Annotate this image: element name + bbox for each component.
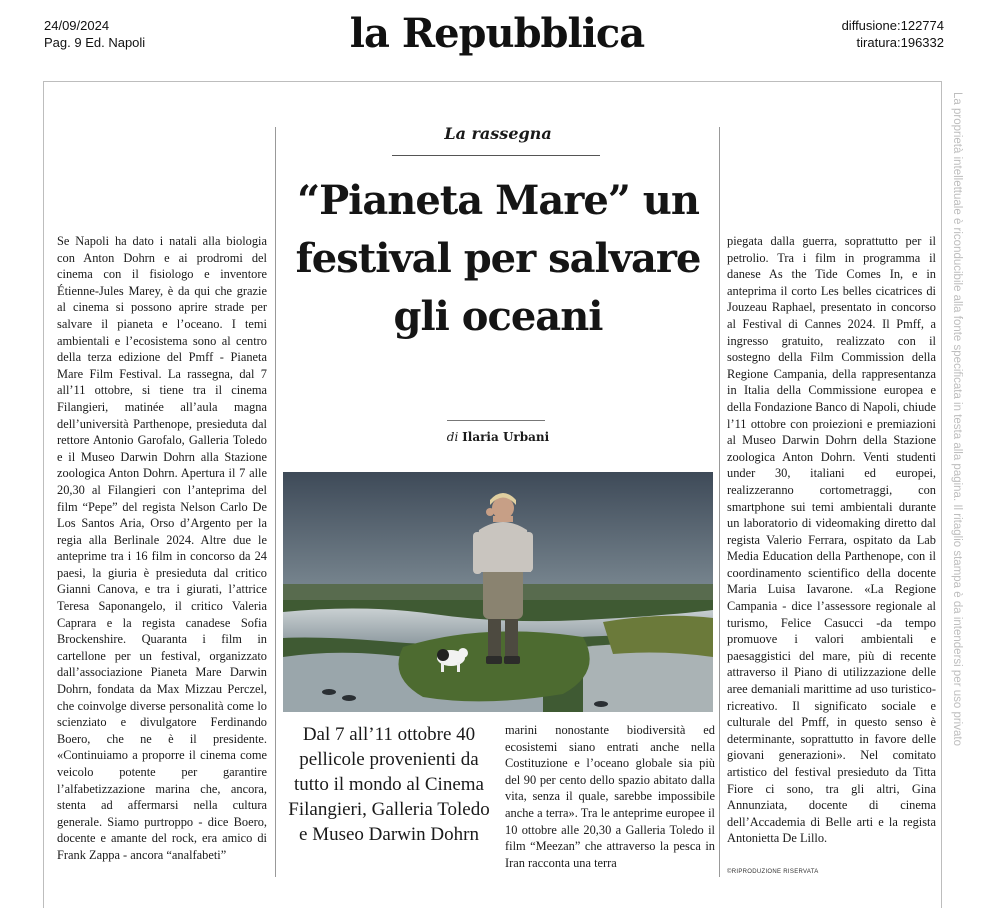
pull-quote: Dal 7 all’11 ottobre 40 pellicole provenienti da tutto il mondo al Cinema Filangieri, Galleria Toledo e Museo Darwin Dohrn (288, 724, 490, 845)
column-rule-right (719, 127, 720, 877)
article-byline (283, 430, 713, 444)
article-photo (283, 472, 713, 712)
column-rule-left (275, 127, 276, 877)
kicker-rule (392, 155, 600, 156)
edition-date: 24/09/2024 (44, 18, 110, 33)
article-column-3: piegata dalla guerra, soprattutto per il petrolio. Tra i film in programma il danese As the Tide Comes In, e in anteprima il corto Les belles cicatrices di Jouzeau Raphael, presentato in concorso al Festival di Cannes 2024. Il Pmff, a ingresso gratuito, realizzato con il sostegno della Film Commission della Regione Campania, della rappresentanza in Italia della Commissione europea e della Fondazione Banco di Napoli, chiude l’11 ottobre con proiezioni e premiazioni al Museo Darwin Dohrn della Stazione zoologica Anton Dohrn. Venti studenti under 30, italiani ed europei, realizzeranno cortometraggi, con smartphone sui temi ambientali durante un laboratorio di videomaking diretto dal regista Valerio Ferrara, ospitato da Lab Media Education della Parthenope, con il coordinamento scientifico della docente Maria Luisa Iavarone. «La Regione Campania - dice l’assessore regionale al turismo, Felice Casucci -da tempo promuove i valori ambientali e paesaggistici del mare, più di recente attraverso il Piano di utilizzazione delle aree demaniali marittime ad uso turistico-ricreativo. Il significato sociale e culturale del Pmff, in questo senso è determinante, soprattutto in favore delle giovani generazioni». Nel comitato artistico del festival presieduto da Titta Fiore ci sono, tra gli altri, Gina Annunziata, docente di cinema dell’Accademia di Belle arti e la regista Antonietta De Lillo. (727, 234, 936, 846)
circulation-diffusione: diffusione:122774 (841, 18, 944, 33)
byline-prefix: di (446, 430, 459, 444)
copyright-side-note: La proprietà intellettuale è riconducibile alla fonte specificata in testa alla pagina. Il ritaglio stampa è da intendersi per uso privato (951, 92, 963, 746)
circulation-tiratura: tiratura:196332 (856, 35, 944, 50)
article-kicker: La rassegna (444, 124, 552, 143)
page-info: Pag. 9 Ed. Napoli (44, 35, 146, 50)
byline-rule (447, 420, 545, 421)
masthead: la Repubblica (349, 10, 645, 57)
article-headline: “Pianeta Mare” un festival per salvare gli oceani (295, 177, 701, 340)
byline-author: Ilaria Urbani (462, 430, 550, 444)
article-column-2: marini nonostante biodiversità ed ecosistemi siano entrati anche nella Costituzione e l’oceano globale sia più del 90 per cento dello spazio abitato dalla vita, senza il quale, sarebbe impossibile anche a terra». Tra le anteprime europee il 10 ottobre alle 20,30 a Galleria Toledo il film “Meezan” che attraverso la pesca in Iran racconta una terra (505, 723, 715, 870)
article-column-1: Se Napoli ha dato i natali alla biologia con Anton Dohrn e ai prodromi del cinema con il fisiologo e inventore Étienne-Jules Marey, è da qui che grazie al cinema si possono aprire strade per salvare il pianeta e l’oceano. I temi ambientali e l’ecosistema sono al centro della terza edizione del Pmff - Pianeta Mare Film Festival. La rassegna, dal 7 all’11 ottobre, si tiene tra il cinema Filangieri, matinée all’aula magna dell’università Parthenope, presieduta dal rettore Antonio Garofalo, Galleria Toledo e il Museo Darwin Dohrn alla Stazione zoologica Anton Dohrn. Apertura il 7 alle 20,30 al Filangieri con l’anteprima del film “Pepe” del regista Nelson Carlo De Los Santos Aria, Orso d’Argento per la regia alla Berlinale 2024. Altre due le anteprime tra i 16 film in concorso da 24 paesi, la giuria è presieduta dal critico Gianni Canova, e tra i giurati, l’attrice Teresa Saponangelo, il critico Valeria Caprara e la regista canadese Sofia Brockenshire. Quaranta i film in cartellone per un festival, organizzato dall’associazione Pianeta Mare Darwin Dohrn, fondata da Max Mizzau Perczel, che coinvolge diverse personalità come lo scienziato e divulgatore Ferdinando Boero, che ne è il presidente. «Continuiamo a proporre il cinema come veicolo potente per garantire l’alfabetizzazione marina che, ancora, stenta ad affermarsi nella cultura generale. Siamo purtroppo - dice Boero, docente e amante del rock, era amico di Frank Zappa - ancora “analfabeti” (57, 234, 267, 862)
copyright-notice: ©RIPRODUZIONE RISERVATA (727, 869, 819, 875)
